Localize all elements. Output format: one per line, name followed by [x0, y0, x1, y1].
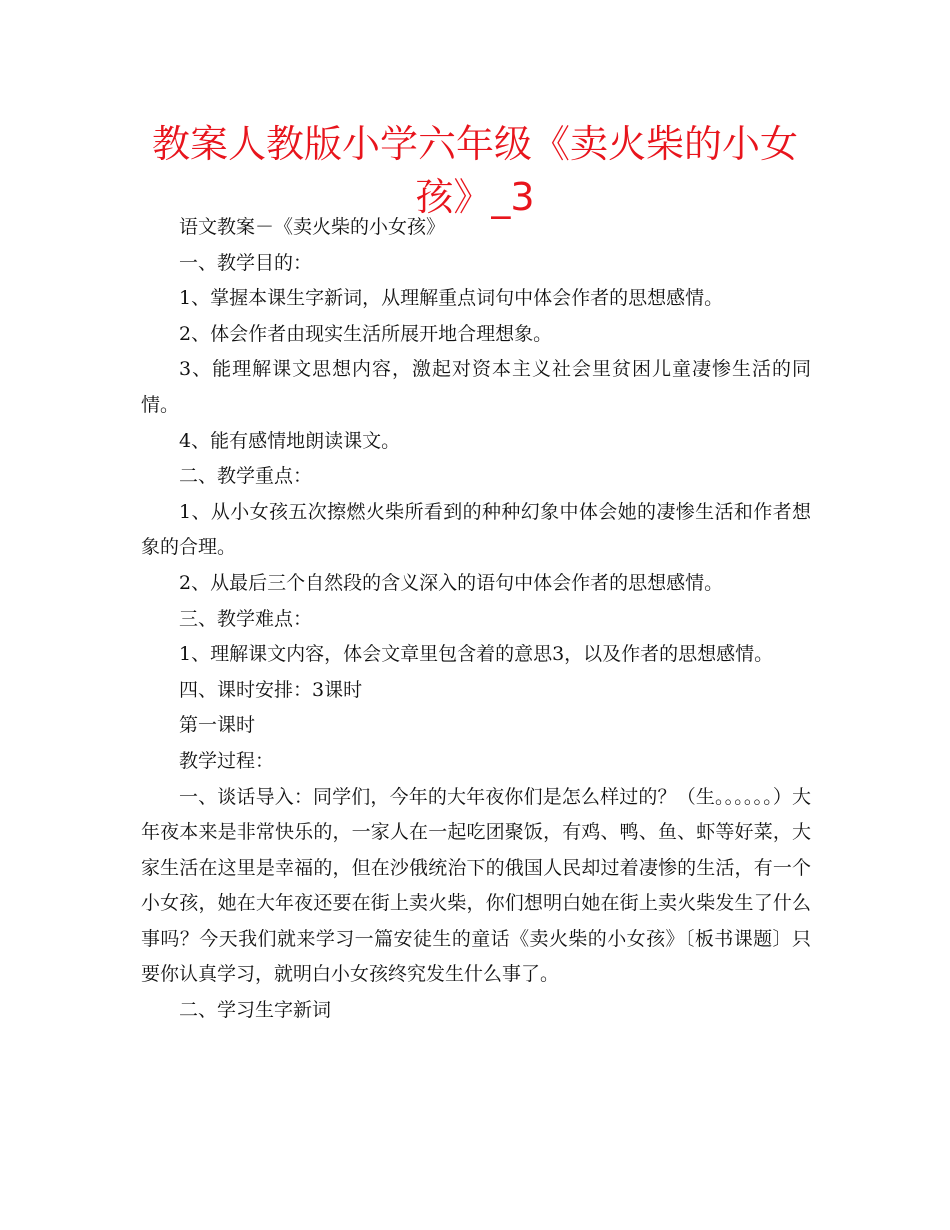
- paragraph-new-words: 二、学习生字新词: [179, 999, 332, 1022]
- title-line-2: 孩》_3: [415, 175, 535, 219]
- paragraph-first-lesson: 第一课时: [179, 714, 256, 737]
- paragraph-key-point-2: 2、从最后三个自然段的含义深入的语句中体会作者的思想感情。: [179, 571, 724, 594]
- paragraph-key-point-1: 1、从小女孩五次擦燃火柴所看到的种种幻象中体会她的凄惨生活和作者想象的合理。: [141, 500, 811, 559]
- paragraph-objective-1: 1、掌握本课生字新词，从理解重点词句中体会作者的思想感情。: [179, 287, 724, 310]
- paragraph-schedule: 四、课时安排：3课时: [179, 678, 363, 701]
- paragraph-heading-difficulties: 三、教学难点：: [179, 607, 313, 630]
- title-line-1: 教案人教版小学六年级《卖火柴的小女: [151, 122, 798, 166]
- paragraph-subtitle: 语文教案－《卖火柴的小女孩》: [179, 216, 446, 238]
- paragraph-introduction: 一、谈话导入：同学们，今年的大年夜你们是怎么样过的？（生。。。。。。）大年夜本来是非常快乐的，一家人在一起吃团聚饭，有鸡、鸭、鱼、虾等好菜，大家生活在这里是幸福的，但在沙俄统治下的俄国人民却过着凄惨的生活，有一个小女孩，她在大年夜还要在街上卖火柴，你们想明白她在街上卖火柴发生了什么事吗？今天我们就来学习一篇安徒生的童话《卖火柴的小女孩》〔板书课题〕只要你认真学习，就明白小女孩终究发生什么事了。: [141, 785, 811, 986]
- paragraph-teaching-process: 教学过程：: [179, 749, 275, 772]
- paragraph-objective-4: 4、能有感情地朗读课文。: [179, 429, 401, 452]
- paragraph-objective-3: 3、能理解课文思想内容，激起对资本主义社会里贫困儿童凄惨生活的同情。: [141, 358, 811, 416]
- paragraph-heading-key-points: 二、教学重点：: [179, 465, 313, 488]
- paragraph-heading-objectives: 一、教学目的：: [179, 251, 313, 274]
- paragraph-difficulty-1: 1、理解课文内容，体会文章里包含着的意思3，以及作者的思想感情。: [179, 643, 774, 666]
- document-title: [140, 118, 810, 224]
- paragraph-objective-2: 2、体会作者由现实生活所展开地合理想象。: [179, 322, 553, 345]
- document-body: [141, 210, 811, 1029]
